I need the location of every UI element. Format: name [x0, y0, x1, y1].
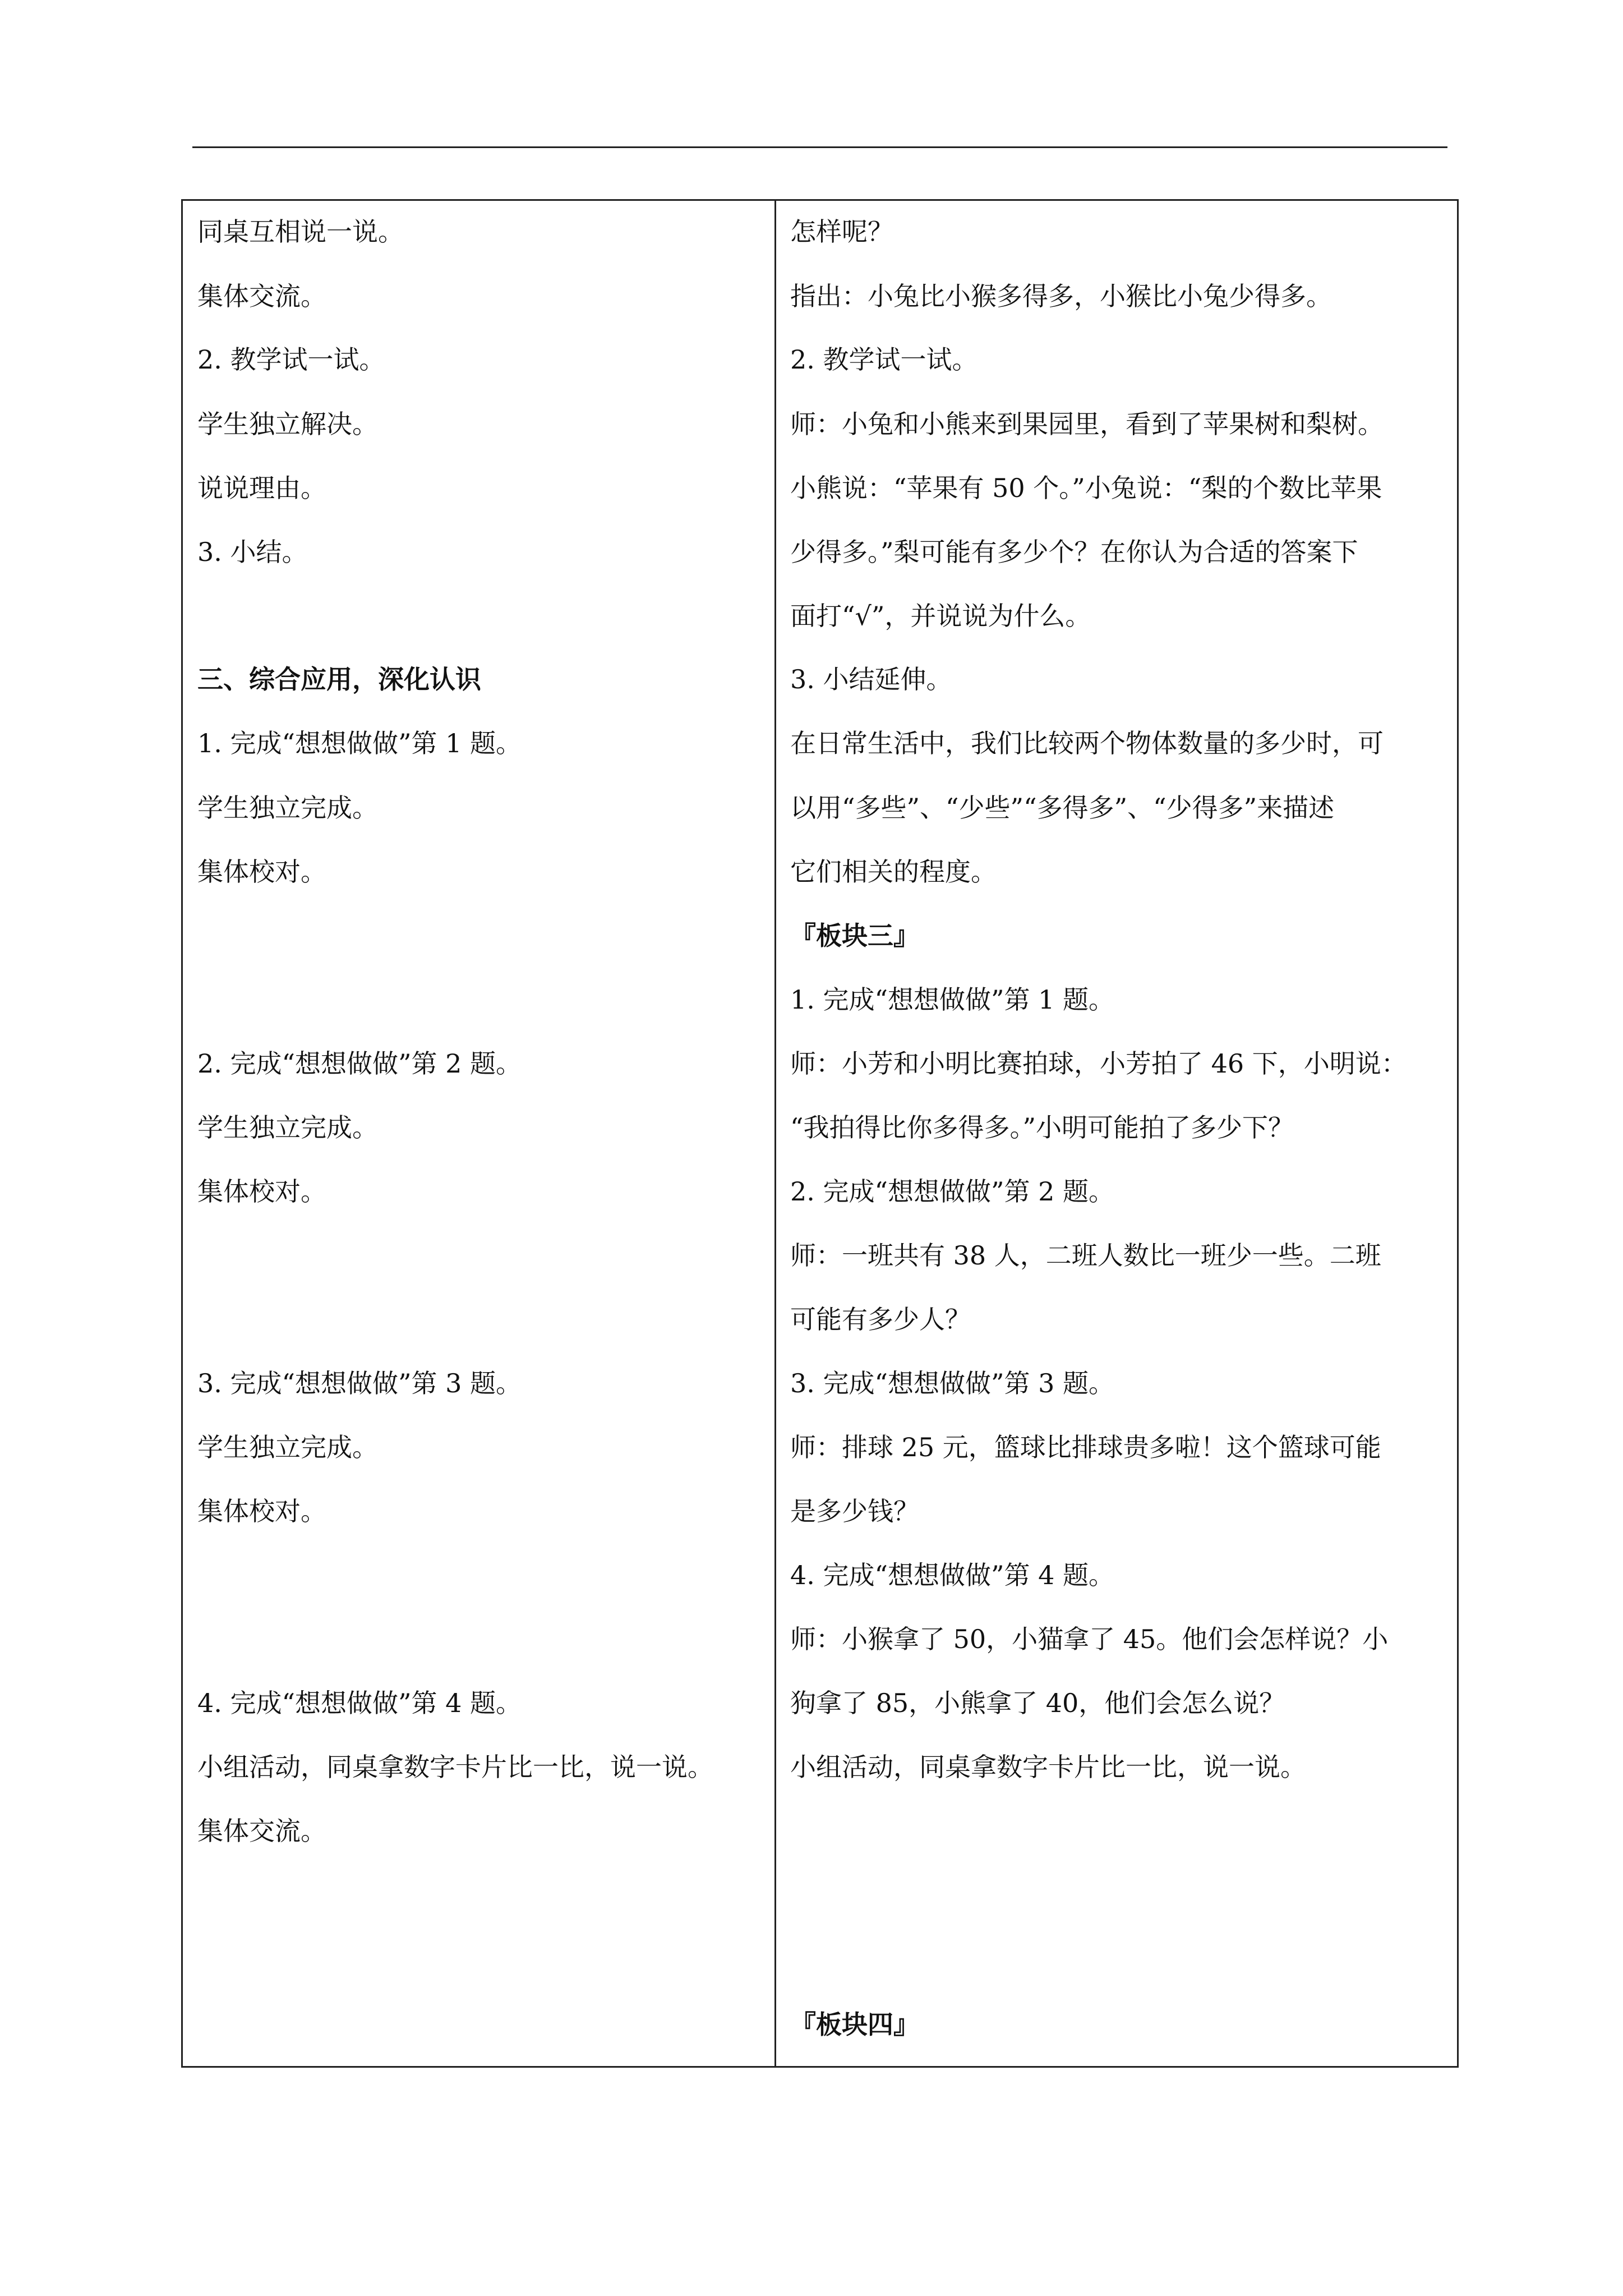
- left-line: 集体交流。: [197, 1816, 326, 1846]
- right-line: 师：小猴拿了 50，小猫拿了 45。他们会怎样说？小: [790, 1624, 1389, 1654]
- right-line: 3. 完成“想想做做”第 3 题。: [790, 1368, 1115, 1398]
- right-line: 面打“√”，并说说为什么。: [790, 601, 1091, 631]
- section-heading: 『板块四』: [790, 2009, 919, 2040]
- right-line: 师：小芳和小明比赛拍球，小芳拍了 46 下，小明说：: [790, 1048, 1407, 1079]
- header-rule: [192, 146, 1447, 148]
- right-line: 2. 教学试一试。: [790, 344, 978, 375]
- right-line: 少得多。”梨可能有多少个？在你认为合适的答案下: [790, 537, 1358, 567]
- left-line: 4. 完成“想想做做”第 4 题。: [197, 1688, 522, 1718]
- right-line: 怎样呢？: [790, 217, 893, 247]
- right-line: 小熊说：“苹果有 50 个。”小兔说：“梨的个数比苹果: [790, 473, 1382, 503]
- left-line: 集体交流。: [197, 281, 326, 311]
- left-line: 2. 完成“想想做做”第 2 题。: [197, 1048, 522, 1079]
- right-line: 小组活动，同桌拿数字卡片比一比，说一说。: [790, 1752, 1306, 1782]
- right-line: 狗拿了 85，小熊拿了 40，他们会怎么说？: [790, 1688, 1285, 1718]
- right-line: 4. 完成“想想做做”第 4 题。: [790, 1560, 1115, 1590]
- right-line: 师：排球 25 元，篮球比排球贵多啦！这个篮球可能: [790, 1432, 1381, 1462]
- left-line: 集体校对。: [197, 1176, 326, 1207]
- left-line: 学生独立完成。: [197, 1112, 378, 1143]
- left-line: 小组活动，同桌拿数字卡片比一比，说一说。: [197, 1752, 713, 1782]
- lesson-table: [181, 199, 1459, 2068]
- section-heading: 三、综合应用，深化认识: [197, 664, 481, 694]
- column-divider: [774, 201, 776, 2066]
- right-line: 师：一班共有 38 人，二班人数比一班少一些。二班: [790, 1240, 1381, 1271]
- right-line: 在日常生活中，我们比较两个物体数量的多少时，可: [790, 728, 1384, 758]
- left-line: 3. 完成“想想做做”第 3 题。: [197, 1368, 522, 1398]
- right-line: 以用“多些”、“少些”“多得多”、“少得多”来描述: [790, 793, 1335, 823]
- left-line: 2. 教学试一试。: [197, 344, 385, 375]
- right-line: 1. 完成“想想做做”第 1 题。: [790, 984, 1115, 1015]
- left-line: 集体校对。: [197, 1496, 326, 1526]
- section-heading: 『板块三』: [790, 921, 919, 951]
- left-line: 3. 小结。: [197, 537, 308, 567]
- right-line: “我拍得比你多得多。”小明可能拍了多少下？: [790, 1112, 1294, 1143]
- left-line: 集体校对。: [197, 857, 326, 887]
- left-line: 说说理由。: [197, 473, 326, 503]
- left-line: 同桌互相说一说。: [197, 217, 404, 247]
- left-line: 1. 完成“想想做做”第 1 题。: [197, 728, 522, 758]
- right-line: 师：小兔和小熊来到果园里，看到了苹果树和梨树。: [790, 409, 1384, 439]
- right-line: 3. 小结延伸。: [790, 664, 952, 694]
- left-line: 学生独立完成。: [197, 793, 378, 823]
- right-line: 可能有多少人？: [790, 1304, 971, 1335]
- left-line: 学生独立完成。: [197, 1432, 378, 1462]
- right-line: 指出：小兔比小猴多得多，小猴比小兔少得多。: [790, 281, 1332, 311]
- right-line: 2. 完成“想想做做”第 2 题。: [790, 1176, 1115, 1207]
- right-line: 它们相关的程度。: [790, 857, 997, 887]
- right-line: 是多少钱？: [790, 1496, 919, 1526]
- left-line: 学生独立解决。: [197, 409, 378, 439]
